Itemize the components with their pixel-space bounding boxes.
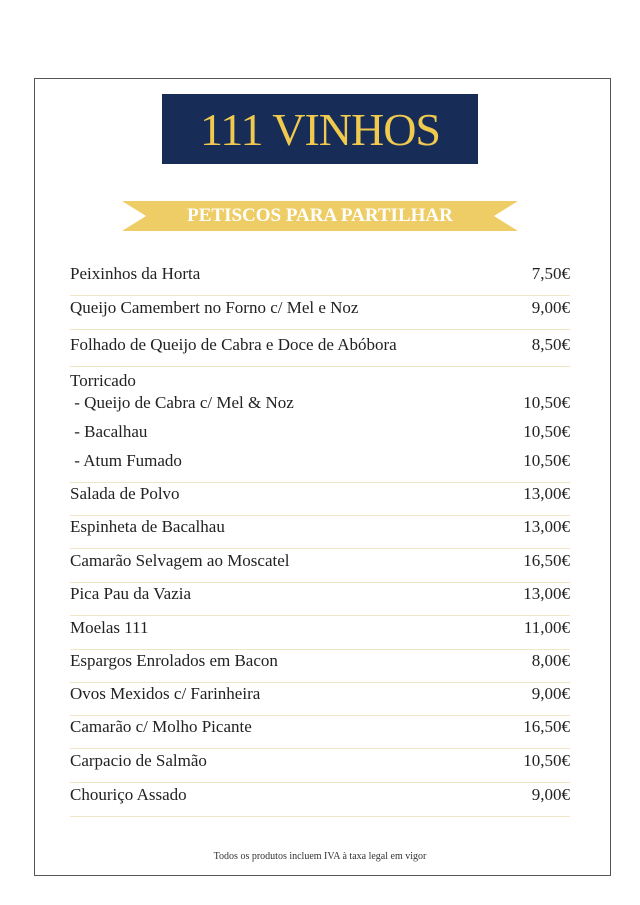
footer-note: Todos os produtos incluem IVA à taxa legal em vigor	[213, 851, 427, 862]
menu-item	[70, 263, 570, 296]
menu-item	[70, 650, 570, 683]
item-price: 10,50€	[523, 422, 570, 441]
item-name: Ovos Mexidos c/ Farinheira	[70, 684, 261, 703]
menu-item	[70, 483, 570, 516]
menu-item	[70, 370, 570, 392]
item-name: Camarão Selvagem ao Moscatel	[70, 551, 290, 570]
section-ribbon	[122, 201, 518, 231]
item-price: 13,00€	[523, 484, 570, 503]
item-name: Salada de Polvo	[70, 484, 180, 503]
item-price: 16,50€	[523, 551, 570, 570]
menu-item	[70, 550, 570, 583]
menu-item	[70, 450, 570, 483]
item-name: Espinheta de Bacalhau	[70, 517, 225, 536]
menu-item	[70, 784, 570, 817]
item-name: Espargos Enrolados em Bacon	[70, 651, 278, 670]
brand-logo: 111 VINHOS	[162, 94, 478, 164]
item-price: 9,00€	[531, 298, 570, 317]
item-name: Camarão c/ Molho Picante	[70, 717, 252, 736]
menu-item	[70, 392, 570, 414]
menu-item	[70, 334, 570, 367]
item-price: 9,00€	[531, 684, 570, 703]
item-price: 11,00€	[523, 618, 570, 637]
item-price: 8,50€	[531, 335, 570, 354]
menu-item	[70, 683, 570, 716]
item-price: 13,00€	[523, 517, 570, 536]
item-name: Chouriço Assado	[70, 785, 187, 804]
menu-item	[70, 583, 570, 616]
item-name: - Atum Fumado	[70, 451, 182, 470]
item-price: 8,00€	[531, 651, 570, 670]
item-name: Torricado	[70, 371, 136, 390]
item-name: Carpacio de Salmão	[70, 751, 207, 770]
item-price: 9,00€	[531, 785, 570, 804]
menu-item	[70, 617, 570, 650]
menu-item	[70, 750, 570, 783]
item-price: 10,50€	[523, 751, 570, 770]
menu-item	[70, 297, 570, 330]
section-title: PETISCOS PARA PARTILHAR	[187, 205, 453, 226]
item-name: - Bacalhau	[70, 422, 148, 441]
menu-item	[70, 421, 570, 443]
item-name: Moelas 111	[70, 618, 149, 637]
item-name: Pica Pau da Vazia	[70, 584, 192, 603]
menu-item	[70, 516, 570, 549]
item-price: 10,50€	[523, 393, 570, 412]
menu-item	[70, 716, 570, 749]
item-price: 13,00€	[523, 584, 570, 603]
item-price: 7,50€	[531, 264, 570, 283]
item-name: Folhado de Queijo de Cabra e Doce de Abóbora	[70, 335, 397, 354]
item-price: 16,50€	[523, 717, 570, 736]
item-name: Queijo Camembert no Forno c/ Mel e Noz	[70, 298, 359, 317]
item-price: 10,50€	[523, 451, 570, 470]
item-name: Peixinhos da Horta	[70, 264, 201, 283]
item-name: - Queijo de Cabra c/ Mel & Noz	[70, 393, 294, 412]
